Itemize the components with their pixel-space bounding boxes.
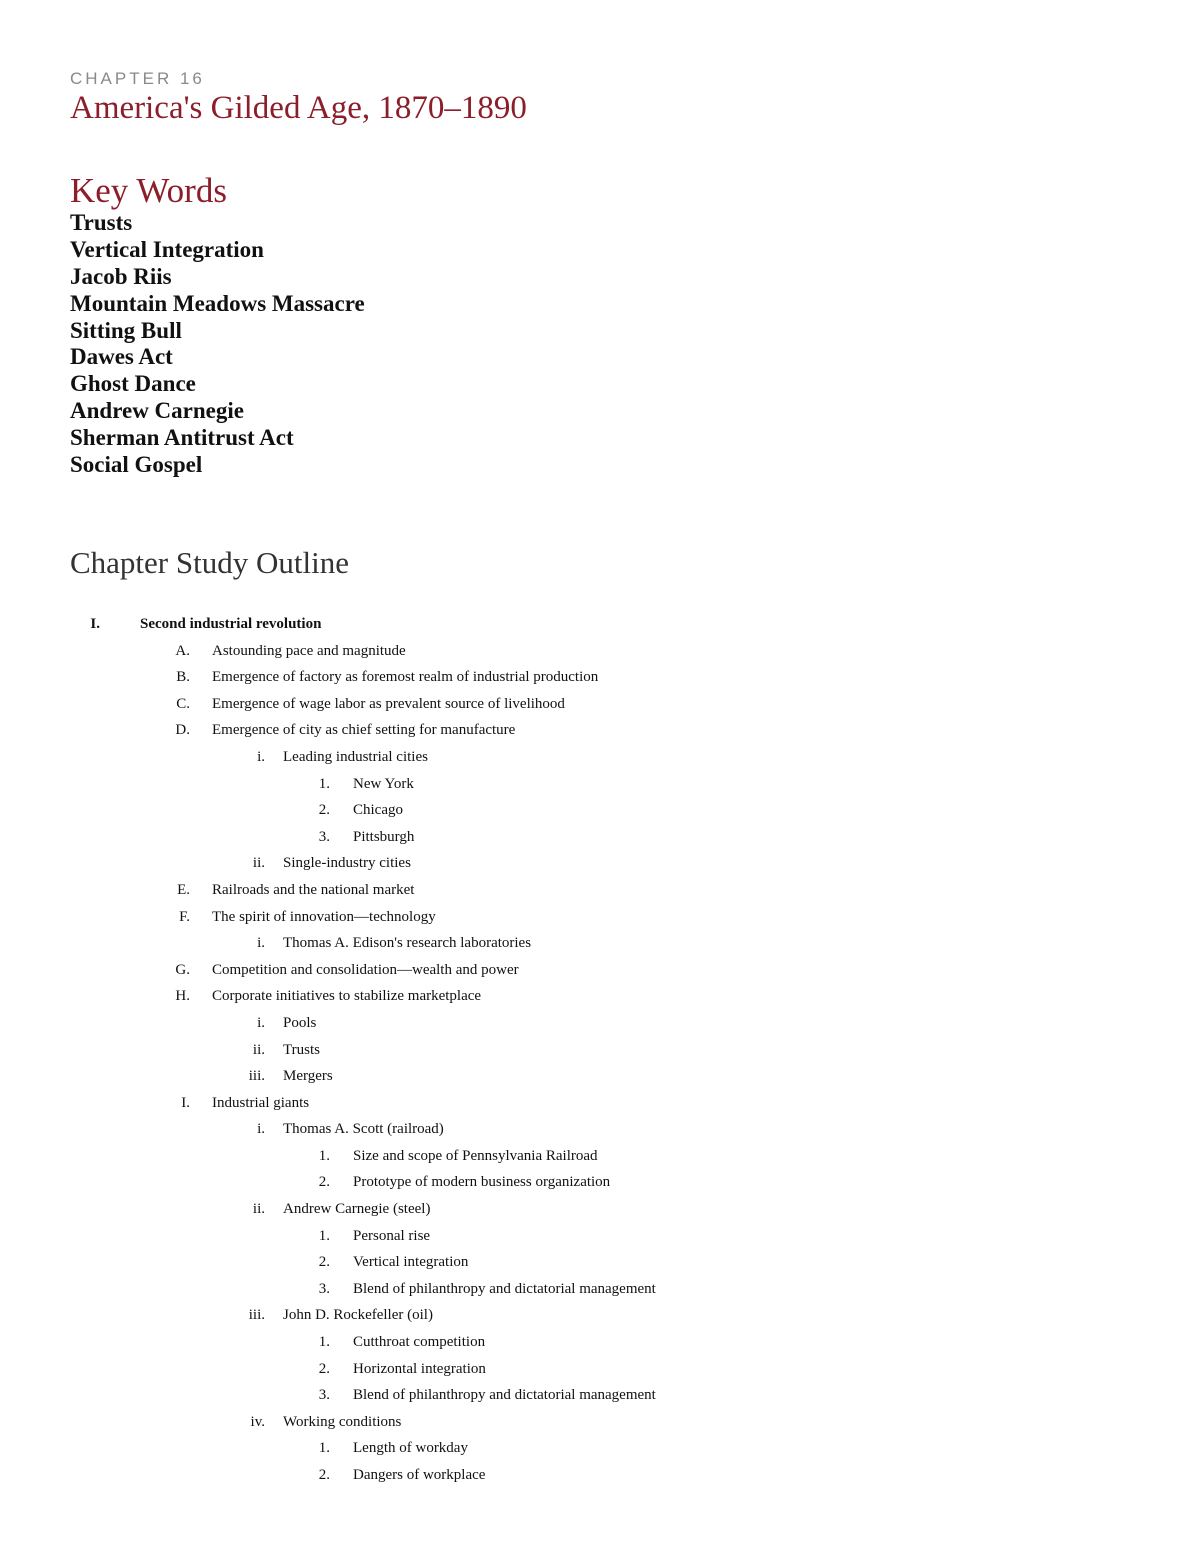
outline-text: Emergence of factory as foremost realm of industrial production <box>212 669 599 686</box>
outline-row <box>70 744 1070 771</box>
outline-marker: iii. <box>248 1307 265 1324</box>
outline-row <box>70 1249 1070 1276</box>
outline-text: Size and scope of Pennsylvania Railroad <box>353 1147 598 1164</box>
outline-marker: 2. <box>318 1360 330 1377</box>
key-word-item: Jacob Riis <box>70 263 172 289</box>
outline-text: Length of workday <box>353 1440 468 1457</box>
outline-row <box>70 1223 1070 1250</box>
outline-text: Astounding pace and magnitude <box>212 642 406 659</box>
outline-marker: 1. <box>318 1227 330 1244</box>
outline-text: Second industrial revolution <box>140 616 322 632</box>
outline-marker: 3. <box>318 1387 330 1404</box>
outline-row <box>70 1037 1070 1064</box>
key-word-item: Trusts <box>70 210 133 235</box>
outline-text: Competition and consolidation—wealth and power <box>212 961 519 978</box>
key-words-heading: Key Words <box>70 171 227 210</box>
outline-text: Vertical integration <box>353 1254 469 1271</box>
outline-marker: 2. <box>318 802 330 819</box>
outline-text: Emergence of wage labor as prevalent source of livelihood <box>212 695 565 712</box>
outline-row <box>70 850 1070 877</box>
outline-marker: iv. <box>250 1413 265 1430</box>
key-word-item: Dawes Act <box>70 344 173 370</box>
outline-text: Cutthroat competition <box>353 1334 486 1351</box>
outline-row <box>70 1143 1070 1170</box>
outline-row <box>70 1116 1070 1143</box>
outline-marker: i. <box>257 1014 265 1031</box>
outline-marker: i. <box>257 935 265 952</box>
chapter-title: America's Gilded Age, 1870–1890 <box>70 90 527 126</box>
key-word-item: Sherman Antitrust Act <box>70 425 294 451</box>
outline-marker: 1. <box>318 1147 330 1164</box>
outline-row <box>70 1010 1070 1037</box>
outline-text: Pittsburgh <box>353 828 415 845</box>
outline-text: John D. Rockefeller (oil) <box>283 1307 433 1324</box>
outline-row <box>70 1382 1070 1409</box>
outline-row <box>70 691 1070 718</box>
outline-row <box>70 1063 1070 1090</box>
outline-row <box>70 771 1070 798</box>
outline-row <box>70 1462 1070 1489</box>
outline-marker: B. <box>176 669 190 686</box>
outline-text: Thomas A. Edison's research laboratories <box>283 935 532 952</box>
key-words-list <box>70 210 365 479</box>
outline-text: Andrew Carnegie (steel) <box>283 1201 431 1218</box>
outline-text: Railroads and the national market <box>212 881 415 898</box>
outline-marker: I. <box>181 1094 190 1111</box>
outline-text: Leading industrial cities <box>283 748 428 765</box>
outline-text: Blend of philanthropy and dictatorial management <box>353 1387 656 1404</box>
outline-row <box>70 824 1070 851</box>
outline-text: Personal rise <box>353 1227 431 1244</box>
outline-marker: C. <box>176 695 190 712</box>
outline-row <box>70 1356 1070 1383</box>
outline-row <box>70 1196 1070 1223</box>
outline-text: Mergers <box>283 1068 333 1085</box>
outline-text: Blend of philanthropy and dictatorial management <box>353 1280 656 1297</box>
outline-marker: G. <box>175 961 190 978</box>
outline-marker: A. <box>175 642 190 659</box>
outline-text: Pools <box>283 1014 317 1031</box>
outline-text: Single-industry cities <box>283 855 411 872</box>
outline-row <box>70 1302 1070 1329</box>
outline-row <box>70 638 1070 665</box>
outline-text: New York <box>353 775 414 792</box>
key-word-item: Social Gospel <box>70 452 203 478</box>
outline-marker: i. <box>257 748 265 765</box>
outline-marker: 3. <box>318 1280 330 1297</box>
key-word-item: Vertical Integration <box>70 236 264 262</box>
outline-row <box>70 983 1070 1010</box>
outline-row <box>70 1435 1070 1462</box>
study-outline <box>70 611 1070 1489</box>
outline-marker: 1. <box>318 1334 330 1351</box>
outline-text: Chicago <box>353 802 403 819</box>
outline-marker: 2. <box>318 1174 330 1191</box>
outline-row <box>70 611 1070 638</box>
outline-text: Emergence of city as chief setting for manufacture <box>212 722 516 739</box>
outline-marker: 1. <box>318 1440 330 1457</box>
outline-marker: ii. <box>252 1201 265 1218</box>
key-word-item: Mountain Meadows Massacre <box>70 290 365 316</box>
outline-row <box>70 1169 1070 1196</box>
outline-marker: D. <box>175 722 190 739</box>
outline-row <box>70 1329 1070 1356</box>
outline-text: Trusts <box>283 1041 320 1058</box>
chapter-label: CHAPTER 16 <box>70 69 205 88</box>
outline-row <box>70 1276 1070 1303</box>
outline-marker: 2. <box>318 1254 330 1271</box>
outline-text: Corporate initiatives to stabilize marketplace <box>212 988 482 1005</box>
outline-row <box>70 797 1070 824</box>
outline-text: The spirit of innovation—technology <box>212 908 436 925</box>
outline-marker: F. <box>179 908 190 925</box>
outline-marker: i. <box>257 1121 265 1138</box>
outline-text: Industrial giants <box>212 1094 310 1111</box>
key-word-item: Andrew Carnegie <box>70 398 244 424</box>
outline-row <box>70 957 1070 984</box>
outline-text: Thomas A. Scott (railroad) <box>283 1121 444 1138</box>
outline-text: Horizontal integration <box>353 1360 486 1377</box>
outline-marker: 3. <box>318 828 330 845</box>
outline-marker: I. <box>90 616 100 632</box>
outline-row <box>70 717 1070 744</box>
outline-row <box>70 877 1070 904</box>
outline-marker: H. <box>175 988 190 1005</box>
outline-marker: E. <box>177 881 190 898</box>
outline-marker: 2. <box>318 1467 330 1483</box>
outline-row <box>70 664 1070 691</box>
key-word-item: Ghost Dance <box>70 371 196 397</box>
key-word-item: Sitting Bull <box>70 317 182 343</box>
outline-heading: Chapter Study Outline <box>70 545 349 580</box>
outline-row <box>70 1090 1070 1117</box>
outline-row <box>70 1409 1070 1436</box>
outline-marker: ii. <box>252 1041 265 1058</box>
outline-text: Prototype of modern business organization <box>353 1174 611 1191</box>
outline-row <box>70 930 1070 957</box>
outline-row <box>70 904 1070 931</box>
outline-marker: 1. <box>318 775 330 792</box>
outline-marker: ii. <box>252 855 265 872</box>
outline-text: Working conditions <box>283 1413 402 1430</box>
outline-text: Dangers of workplace <box>353 1467 486 1483</box>
outline-marker: iii. <box>248 1068 265 1085</box>
